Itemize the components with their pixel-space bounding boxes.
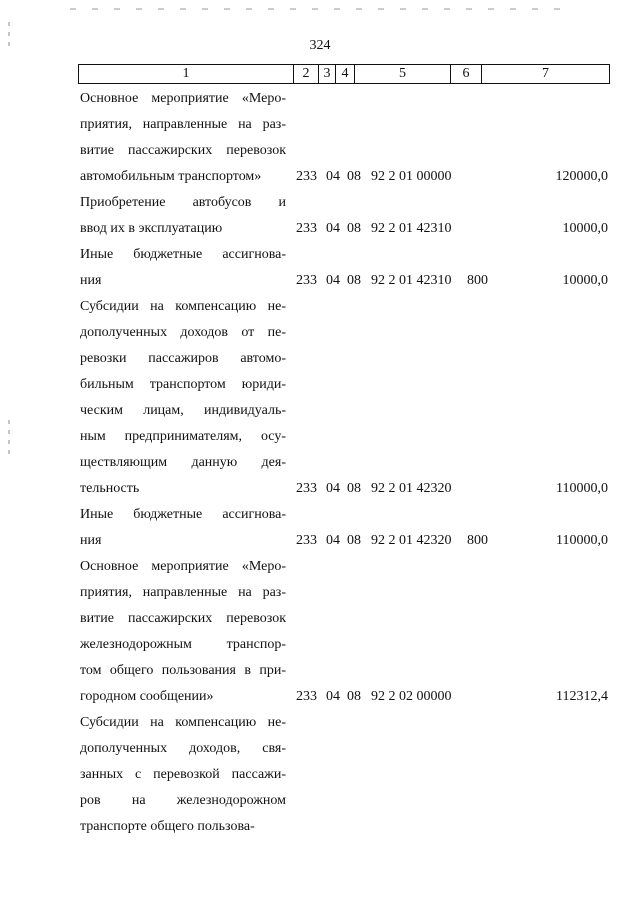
description-line: ввод их в эксплуатацию (80, 221, 223, 236)
table-row (0, 710, 640, 840)
cell-c5: 92 2 01 42320 (371, 533, 452, 548)
scan-artifact-top (70, 8, 570, 10)
description-line: городном сообщении» (80, 689, 214, 704)
table-header (78, 64, 610, 84)
cell-c2: 233 (296, 169, 317, 184)
description-line: дополученных доходов от пе- (80, 325, 286, 340)
cell-c7: 10000,0 (562, 273, 608, 288)
table-row (0, 86, 640, 190)
description-line: ществляющим данную дея- (80, 455, 286, 470)
description-line: ным предпринимателям, осу- (80, 429, 286, 444)
cell-c2: 233 (296, 481, 317, 496)
cell-c3: 04 (326, 273, 340, 288)
description-line: бильным транспортом юриди- (80, 377, 286, 392)
row-description (80, 190, 286, 242)
header-col-6: 6 (451, 65, 482, 84)
header-col-2: 2 (294, 65, 319, 84)
description-line: Субсидии на компенсацию не- (80, 715, 286, 730)
description-line: Основное мероприятие «Меро- (80, 91, 286, 106)
cell-c3: 04 (326, 533, 340, 548)
cell-c2: 233 (296, 689, 317, 704)
cell-c7: 120000,0 (555, 169, 608, 184)
description-line: приятия, направленные на раз- (80, 585, 286, 600)
cell-c4: 08 (347, 481, 361, 496)
cell-c4: 08 (347, 169, 361, 184)
header-col-3: 3 (319, 65, 336, 84)
description-line: ревозки пассажиров автомо- (80, 351, 286, 366)
description-line: железнодорожным транспор- (80, 637, 286, 652)
description-line: Иные бюджетные ассигнова- (80, 247, 286, 262)
cell-c6: 800 (467, 273, 488, 288)
cell-c5: 92 2 01 42310 (371, 273, 452, 288)
cell-c5: 92 2 01 42310 (371, 221, 452, 236)
cell-c4: 08 (347, 533, 361, 548)
description-line: ческим лицам, индивидуаль- (80, 403, 286, 418)
description-line: том общего пользования в при- (80, 663, 286, 678)
row-description (80, 502, 286, 554)
table-row (0, 502, 640, 554)
cell-c4: 08 (347, 273, 361, 288)
table-row (0, 190, 640, 242)
description-line: витие пассажирских перевозок (80, 143, 286, 158)
cell-c6: 800 (467, 533, 488, 548)
description-line: Иные бюджетные ассигнова- (80, 507, 286, 522)
description-line: транспорте общего пользова- (80, 819, 255, 834)
description-line: Субсидии на компенсацию не- (80, 299, 286, 314)
row-description (80, 710, 286, 840)
cell-c3: 04 (326, 221, 340, 236)
header-col-7: 7 (482, 65, 610, 84)
row-description (80, 554, 286, 710)
row-description (80, 86, 286, 190)
description-line: приятия, направленные на раз- (80, 117, 286, 132)
table-body (0, 86, 640, 840)
cell-c5: 92 2 01 42320 (371, 481, 452, 496)
description-line: автомобильным транспортом» (80, 169, 262, 184)
cell-c7: 110000,0 (556, 533, 608, 548)
cell-c2: 233 (296, 273, 317, 288)
row-description (80, 294, 286, 502)
description-line: ния (80, 273, 102, 288)
table-row (0, 294, 640, 502)
page-number: 324 (309, 38, 331, 53)
description-line: занных с перевозкой пассажи- (80, 767, 286, 782)
cell-c5: 92 2 01 00000 (371, 169, 452, 184)
cell-c4: 08 (347, 689, 361, 704)
cell-c5: 92 2 02 00000 (371, 689, 452, 704)
cell-c3: 04 (326, 481, 340, 496)
cell-c4: 08 (347, 221, 361, 236)
table-row (0, 554, 640, 710)
header-col-1: 1 (79, 65, 294, 84)
cell-c7: 10000,0 (562, 221, 608, 236)
description-line: тельность (80, 481, 140, 496)
description-line: витие пассажирских перевозок (80, 611, 286, 626)
description-line: Основное мероприятие «Меро- (80, 559, 286, 574)
cell-c2: 233 (296, 533, 317, 548)
cell-c7: 110000,0 (556, 481, 608, 496)
description-line: ния (80, 533, 102, 548)
row-description (80, 242, 286, 294)
cell-c3: 04 (326, 169, 340, 184)
table-row (0, 242, 640, 294)
cell-c7: 112312,4 (556, 689, 608, 704)
cell-c2: 233 (296, 221, 317, 236)
header-col-4: 4 (336, 65, 355, 84)
description-line: ров на железнодорожном (80, 793, 286, 808)
cell-c3: 04 (326, 689, 340, 704)
description-line: Приобретение автобусов и (80, 195, 286, 210)
description-line: дополученных доходов, свя- (80, 741, 286, 756)
header-col-5: 5 (355, 65, 451, 84)
